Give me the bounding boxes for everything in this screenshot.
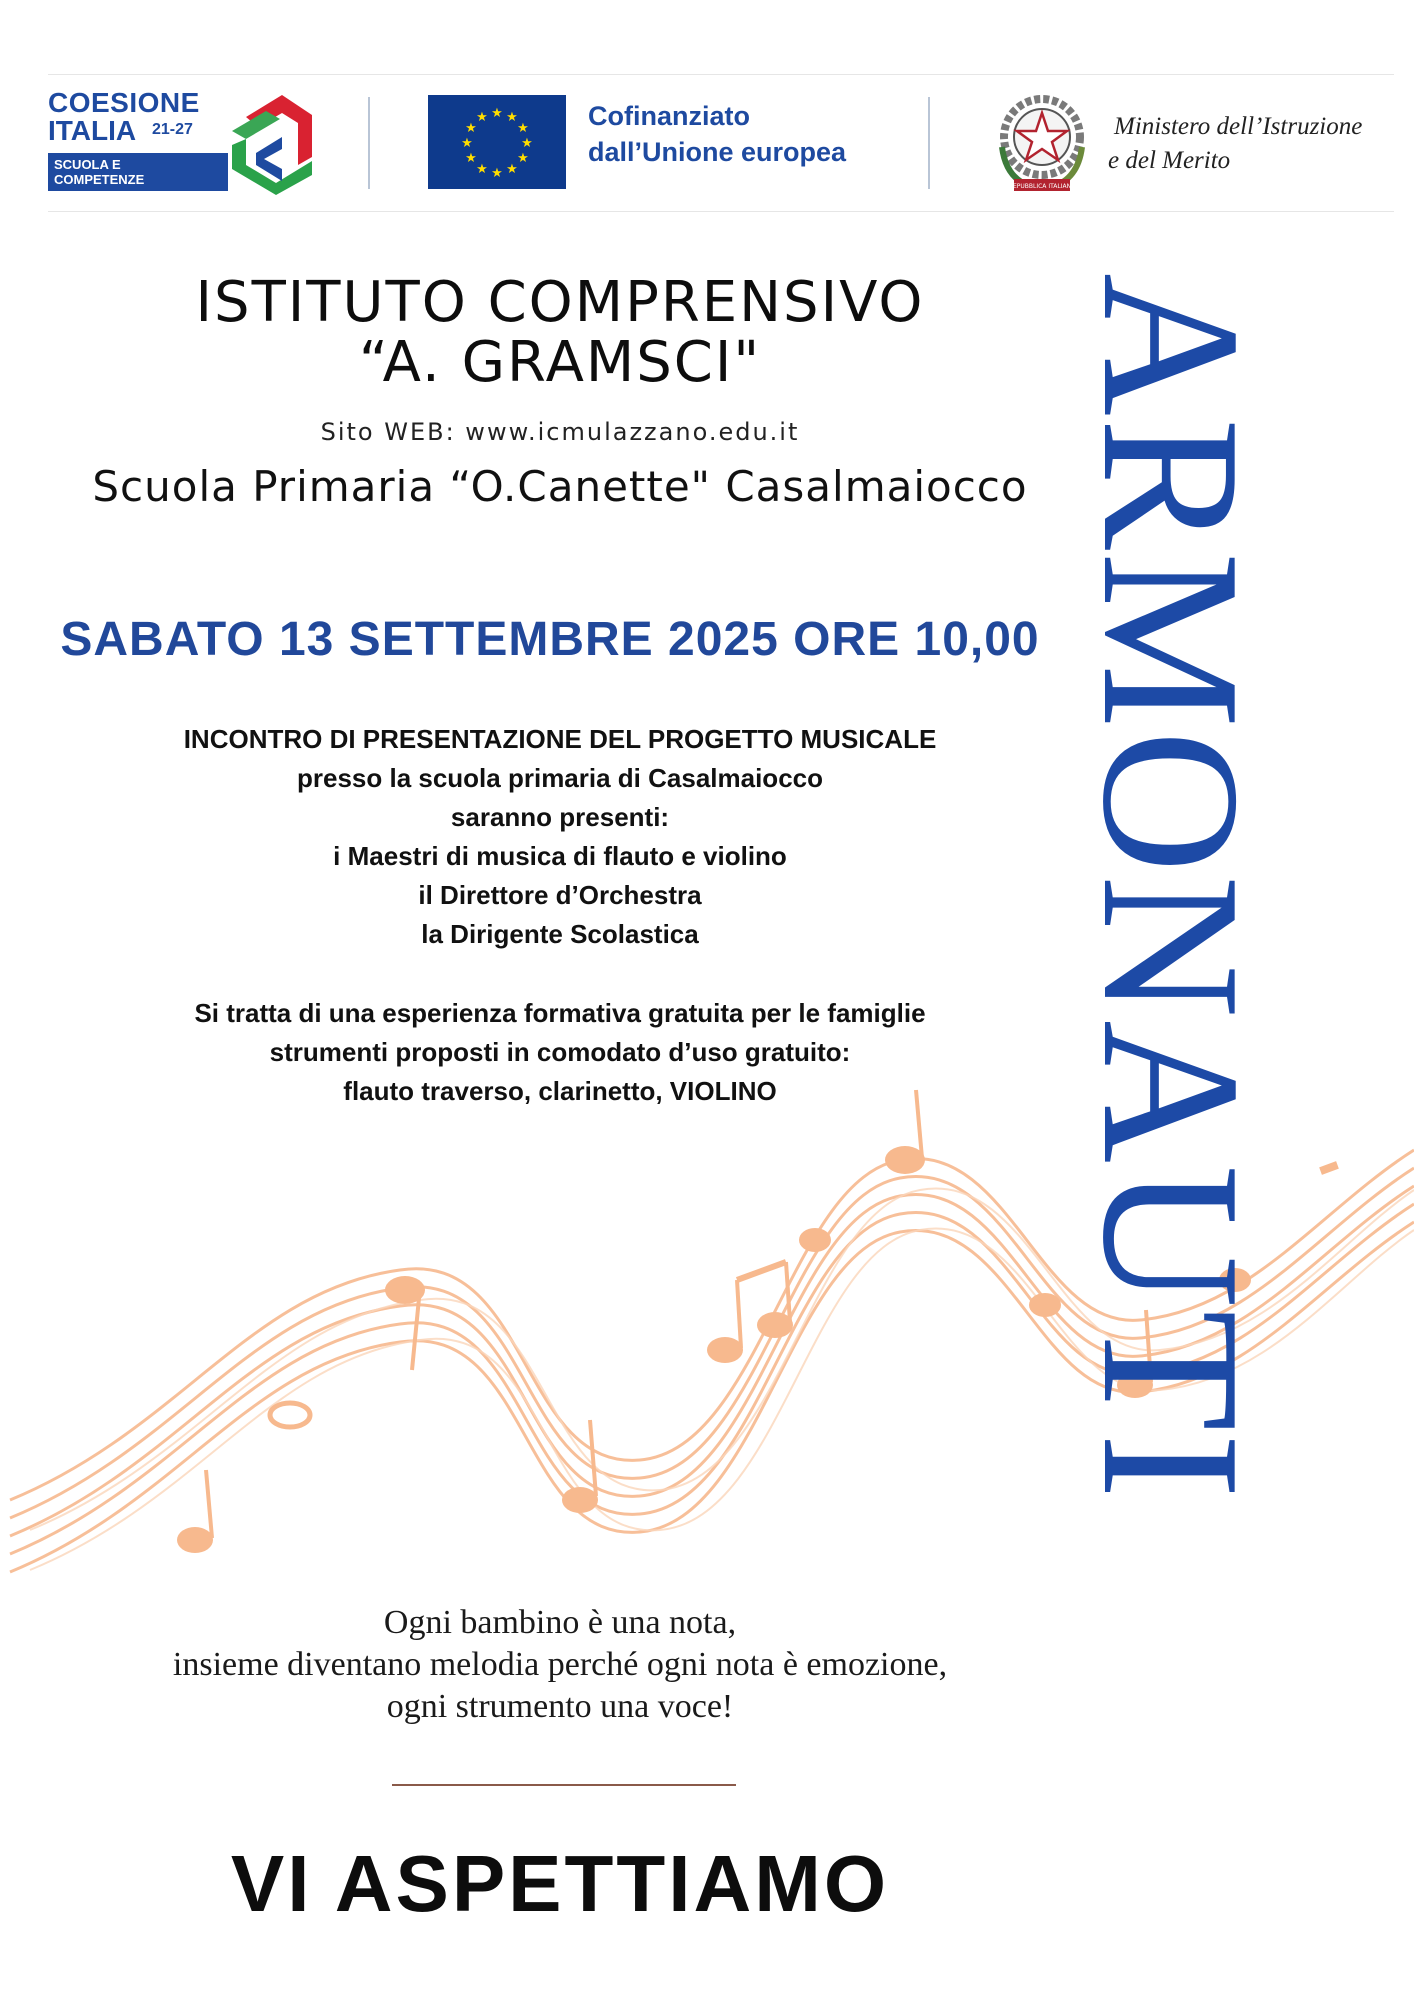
svg-text:★: ★ — [506, 110, 518, 125]
svg-text:★: ★ — [465, 151, 477, 166]
coesione-logo-years: 21-27 — [152, 121, 193, 138]
svg-text:★: ★ — [491, 166, 503, 181]
coesione-logo-line2: ITALIA — [48, 115, 137, 146]
logo-separator — [928, 97, 930, 189]
coesione-logo-box — [48, 153, 228, 191]
logo-bar — [48, 74, 1394, 212]
svg-text:★: ★ — [517, 121, 529, 136]
svg-text:★: ★ — [465, 121, 477, 136]
event-date-time: SABATO 13 SETTEMBRE 2025 ORE 10,00 — [60, 613, 1040, 666]
quote-line: Ogni bambino è una nota, — [383, 1604, 737, 1641]
coesione-box-line2: COMPETENZE — [54, 172, 145, 187]
institute-name-line2: “A. GRAMSCI" — [358, 330, 762, 395]
quote-line: ogni strumento una voce! — [386, 1688, 734, 1725]
details-line: saranno presenti: — [450, 802, 670, 832]
emblem-ribbon-text: REPUBBLICA ITALIANA — [1008, 183, 1076, 190]
svg-text:★: ★ — [476, 162, 488, 177]
coesione-box-line1: SCUOLA E — [54, 157, 121, 172]
logo-separator — [368, 97, 370, 189]
svg-text:★: ★ — [506, 162, 518, 177]
ministry-line1: Ministero dell’Istruzione — [1114, 113, 1363, 140]
ministry-line2: e del Merito — [1108, 147, 1231, 174]
eu-logo-line1: Cofinanziato — [588, 101, 750, 131]
eu-logo-line2: dall’Unione europea — [588, 137, 847, 167]
svg-text:★: ★ — [491, 106, 503, 121]
svg-text:★: ★ — [521, 136, 533, 151]
quote-line: insieme diventano melodia perché ogni nota è emozione, — [172, 1646, 948, 1683]
coesione-logo — [48, 75, 318, 211]
eu-flag-icon — [428, 95, 566, 189]
details-line: INCONTRO DI PRESENTAZIONE DEL PROGETTO MUSICALE — [183, 724, 937, 754]
school-name: Scuola Primaria “O.Canette" Casalmaiocco — [92, 462, 1028, 511]
svg-text:★: ★ — [476, 110, 488, 125]
coesione-arrow-icon — [216, 87, 316, 197]
info-line: flauto traverso, clarinetto, VIOLINO — [343, 1076, 777, 1106]
details-line: i Maestri di musica di flauto e violino — [333, 841, 787, 871]
website-line: Sito WEB: www.icmulazzano.edu.it — [320, 418, 800, 446]
info-line: strumenti proposti in comodato d’uso gratuito: — [269, 1037, 851, 1067]
closing-message: VI ASPETTIAMO — [230, 1839, 890, 1928]
vertical-title: ARMONAUTI — [1062, 273, 1281, 1501]
details-line: la Dirigente Scolastica — [421, 919, 699, 949]
coesione-logo-line1: COESIONE — [48, 87, 200, 118]
svg-text:★: ★ — [461, 136, 473, 151]
institute-name-line1: ISTITUTO COMPRENSIVO — [195, 270, 925, 335]
svg-text:★: ★ — [517, 151, 529, 166]
divider — [392, 1784, 736, 1786]
italian-emblem-icon — [992, 87, 1092, 199]
details-line: il Direttore d’Orchestra — [418, 880, 702, 910]
details-line: presso la scuola primaria di Casalmaiocco — [296, 763, 823, 793]
info-line: Si tratta di una esperienza formativa gratuita per le famiglie — [194, 998, 926, 1028]
